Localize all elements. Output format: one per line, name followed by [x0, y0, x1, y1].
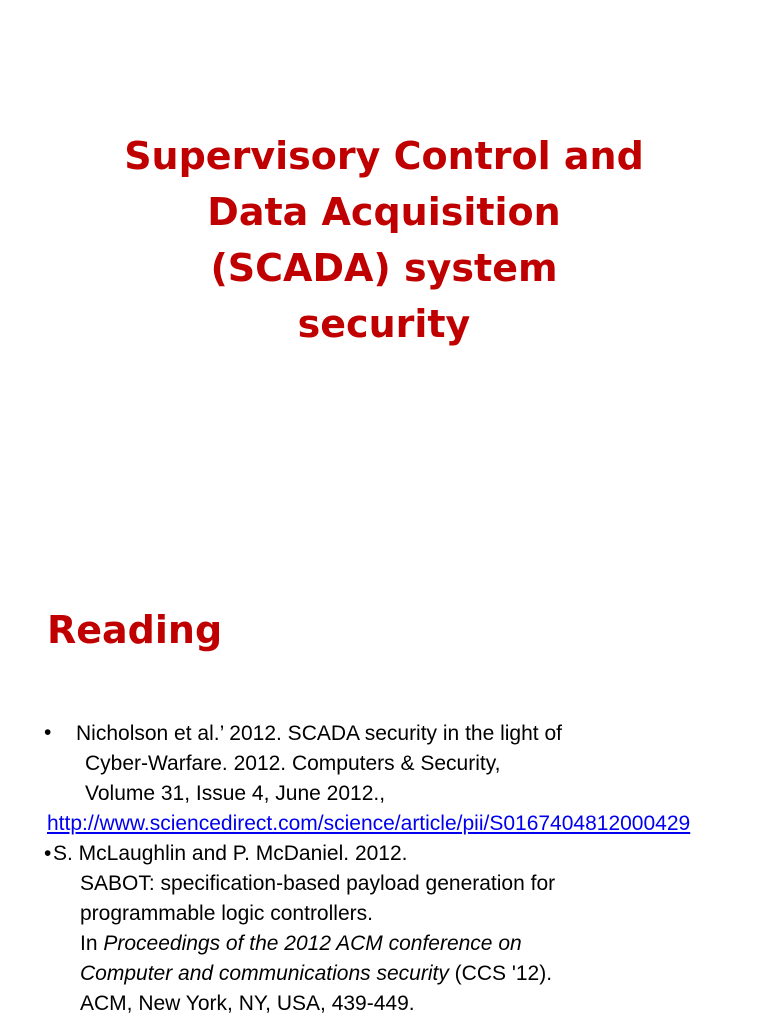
reading-heading: Reading: [47, 608, 223, 652]
bullet-1: •: [44, 721, 52, 744]
ref1-link[interactable]: http://www.sciencedirect.com/science/article/pii/S0167404812000429: [47, 812, 691, 835]
ref2-line-1: S. McLaughlin and P. McDaniel. 2012.: [53, 842, 408, 865]
ref1-line-1: Nicholson et al.’ 2012. SCADA security in the light of: [76, 722, 562, 745]
ref2-proceedings-suffix: (CCS '12).: [448, 962, 553, 985]
ref2-in-prefix: In: [80, 932, 104, 955]
ref2-proceedings-italic: Proceedings of the 2012 ACM conference on: [103, 932, 522, 955]
title-line-3: (SCADA) system: [210, 246, 558, 290]
ref1-line-2: Cyber-Warfare. 2012. Computers & Security,: [85, 752, 501, 775]
ref2-line-2: SABOT: specification-based payload generation for: [80, 872, 556, 895]
ref2-line-4: [80, 929, 522, 959]
ref2-proceedings-italic-2: Computer and communications security: [80, 962, 449, 985]
slide-title: [40, 128, 728, 352]
title-line-2: Data Acquisition: [207, 190, 561, 234]
ref2-line-6: ACM, New York, NY, USA, 439-449.: [80, 992, 415, 1015]
bullet-2: •: [44, 842, 52, 865]
title-line-1: Supervisory Control and: [124, 134, 644, 178]
title-line-4: security: [297, 302, 471, 346]
ref2-line-3: programmable logic controllers.: [80, 902, 373, 925]
ref1-link-line: [47, 809, 768, 839]
ref1-line-3: Volume 31, Issue 4, June 2012.,: [85, 782, 386, 805]
ref2-line-5: [80, 959, 552, 989]
